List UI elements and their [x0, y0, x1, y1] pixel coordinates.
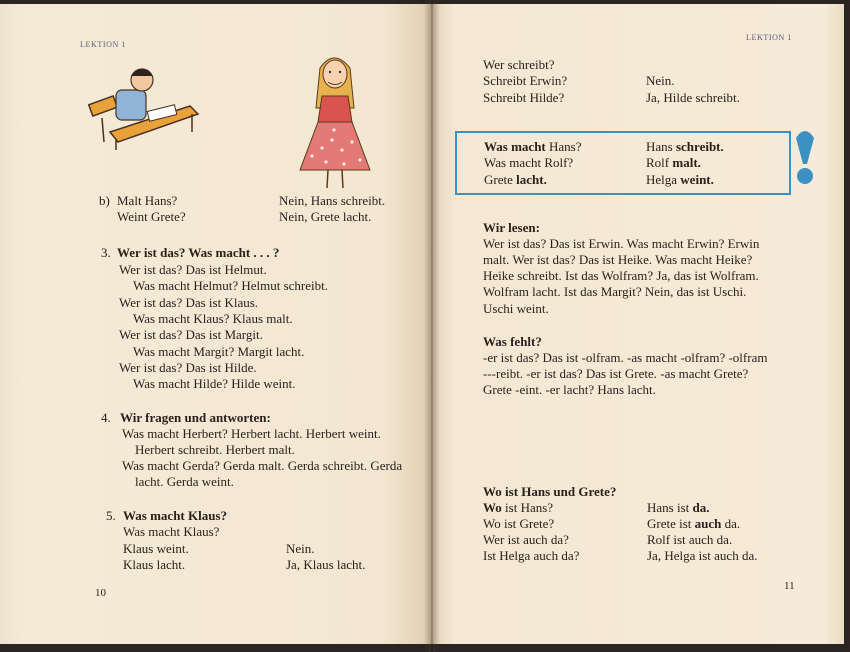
grammar-question: Grete lacht.: [484, 172, 547, 187]
wir-lesen-line: Uschi weint.: [483, 301, 549, 316]
wir-lesen-title: Wir lesen:: [483, 220, 540, 235]
wir-lesen-line: Heike schreibt. Ist das Wolfram? Ja, das ist Wolfram.: [483, 268, 759, 283]
wo-ist-question: Wo ist Hans?: [483, 500, 554, 515]
exercise-5-answer: Nein.: [286, 541, 315, 556]
book-gutter: [424, 0, 440, 652]
exercise-3-line: Was macht Klaus? Klaus malt.: [133, 311, 293, 326]
exercise-3-line: Was macht Margit? Margit lacht.: [133, 344, 305, 359]
exercise-5-line: Klaus weint.: [123, 541, 189, 556]
wir-lesen-line: Wer ist das? Das ist Erwin. Was macht Erwin? Erwin: [483, 236, 760, 251]
exercise-4-line: Herbert schreibt. Herbert malt.: [135, 442, 295, 457]
exercise-3-line: Wer ist das? Das ist Klaus.: [119, 295, 259, 310]
grammar-question: Was macht Hans?: [484, 139, 582, 154]
exercise-b-answer: Nein, Hans schreibt.: [279, 193, 386, 208]
left-page-number: 10: [95, 587, 106, 599]
exercise-3-line: Wer ist das? Das ist Hilde.: [119, 360, 257, 375]
exercise-5-title: Was macht Klaus?: [123, 508, 228, 523]
girl-illustration: [298, 52, 374, 190]
wo-ist-answer: Grete ist auch da.: [647, 516, 741, 531]
dialogue-question: Schreibt Erwin?: [483, 73, 568, 88]
wo-ist-question: Wer ist auch da?: [483, 532, 569, 547]
was-fehlt-line: -er ist das? Das ist -olfram. -as macht -olfram? -olfram: [483, 350, 768, 365]
grammar-answer: Helga weint.: [646, 172, 714, 187]
exercise-b-answer: Nein, Grete lacht.: [279, 209, 372, 224]
exercise-3-number: 3.: [101, 245, 111, 260]
wir-lesen-line: malt. Wer ist das? Das ist Heike. Was macht Heike?: [483, 252, 753, 267]
dialogue-question: Wer schreibt?: [483, 57, 555, 72]
wo-ist-title: Wo ist Hans und Grete?: [483, 484, 617, 499]
exercise-5-question: Was macht Klaus?: [123, 524, 220, 539]
exercise-5-answer: Ja, Klaus lacht.: [286, 557, 366, 572]
boy-writing-illustration: [88, 62, 200, 152]
grammar-question: Was macht Rolf?: [484, 155, 574, 170]
wo-ist-question: Ist Helga auch da?: [483, 548, 580, 563]
grammar-answer: Hans schreibt.: [646, 139, 724, 154]
exercise-3-line: Was macht Helmut? Helmut schreibt.: [133, 278, 328, 293]
wo-ist-answer: Rolf ist auch da.: [647, 532, 733, 547]
was-fehlt-title: Was fehlt?: [483, 334, 542, 349]
dialogue-answer: Nein.: [646, 73, 675, 88]
exercise-3-line: Wer ist das? Das ist Margit.: [119, 327, 263, 342]
wo-ist-answer: Ja, Helga ist auch da.: [647, 548, 758, 563]
dialogue-question: Schreibt Hilde?: [483, 90, 565, 105]
wo-ist-answer: Hans ist da.: [647, 500, 710, 515]
wir-lesen-line: Wolfram lacht. Ist das Margit? Nein, das ist Uschi.: [483, 284, 747, 299]
right-page-number: 11: [784, 580, 795, 592]
was-fehlt-line: ---reibt. -er ist das? Das ist Grete. -as macht Grete?: [483, 366, 749, 381]
exercise-4-number: 4.: [101, 410, 111, 425]
was-fehlt-line: Grete -eint. -er lacht? Hans lacht.: [483, 382, 656, 397]
left-header: LEKTION 1: [80, 40, 127, 49]
exercise-3-title: Wer ist das? Was macht . . . ?: [117, 245, 280, 260]
exercise-5-line: Klaus lacht.: [123, 557, 186, 572]
exercise-b-question: Weint Grete?: [117, 209, 186, 224]
exercise-4-line: Was macht Herbert? Herbert lacht. Herbert weint.: [122, 426, 381, 441]
exercise-4-line: lacht. Gerda weint.: [135, 474, 234, 489]
wo-ist-question: Wo ist Grete?: [483, 516, 555, 531]
dialogue-answer: Ja, Hilde schreibt.: [646, 90, 740, 105]
exercise-b-label: b): [99, 193, 110, 208]
grammar-answer: Rolf malt.: [646, 155, 701, 170]
exercise-4-line: Was macht Gerda? Gerda malt. Gerda schreibt. Gerda: [122, 458, 403, 473]
exercise-4-title: Wir fragen und antworten:: [120, 410, 271, 425]
exercise-b-question: Malt Hans?: [117, 193, 178, 208]
exercise-3-line: Was macht Hilde? Hilde weint.: [133, 376, 296, 391]
exercise-3-line: Wer ist das? Das ist Helmut.: [119, 262, 267, 277]
right-header: LEKTION 1: [746, 33, 793, 42]
exclamation-icon: [794, 128, 816, 186]
exercise-5-number: 5.: [106, 508, 116, 523]
